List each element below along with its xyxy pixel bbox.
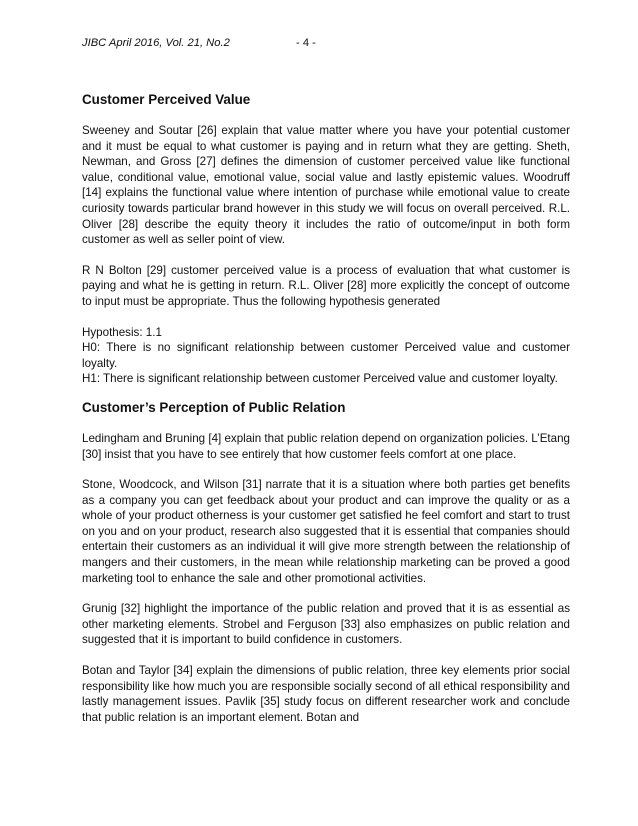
paragraph-public-relation-2: Stone, Woodcock, and Wilson [31] narrate that it is a situation where both parties get benefits as a company you can get feedback about your product and can improve the quality or as a whole of your product otherness is your customer get satisfied he feel comfort and start to trust on you and on your product, research also suggested that it is essential that companies should entertain their customers as an individual it will give more strength between the relationship of mangers and their customers, in the mean while relationship marketing can be proved a good marketing tool to enhance the sale and other promotional activities.	[82, 478, 570, 585]
page-number: - 4 -	[296, 37, 316, 49]
paragraph-perceived-value-2: R N Bolton [29] customer perceived value is a process of evaluation that what customer is paying and what he is getting in return. R.L. Oliver [28] more explicitly the concept of outcome to input must be appropriate. Thus the following hypothesis generated	[82, 263, 570, 308]
hypothesis-h1: H1: There is significant relationship between customer Perceived value and customer loyalty.	[82, 372, 558, 386]
paragraph-public-relation-3: Grunig [32] highlight the importance of the public relation and proved that it is as essential as other marketing elements. Strobel and Ferguson [33] also emphasizes on public relation and suggested that it is important to build confidence in customers.	[82, 602, 570, 647]
paragraph-perceived-value-1: Sweeney and Soutar [26] explain that value matter where you have your potential customer and it must be equal to what customer is paying and in return what they are getting. Sheth, Newman, and Gross [27] defines the dimension of customer perceived value like functional value, conditional value, emotional value, social value and lastly epistemic values. Woodruff [14] explains the functional value where intention of purchase while emotional value to create curiosity towards particular brand however in this study we will focus on overall perceived. R.L. Oliver [28] describe the equity theory it includes the ratio of outcome/input in both form customer as well as seller point of view.	[82, 124, 570, 247]
hypothesis-h0: H0: There is no significant relationship between customer Perceived value and customer loyalty.	[82, 341, 570, 370]
paragraph-public-relation-4: Botan and Taylor [34] explain the dimensions of public relation, three key elements prior social responsibility like how much you are responsible socially second of all ethical responsibility and lastly management issues. Pavlik [35] study focus on different researcher work and conclude that public relation is an important element. Botan and	[82, 664, 570, 724]
running-header	[82, 36, 570, 50]
paragraph-public-relation-1: Ledingham and Bruning [4] explain that public relation depend on organization policies. L’Etang [30] insist that you have to see entirely that how customer feels comfort at one place.	[82, 431, 570, 461]
journal-citation: JIBC April 2016, Vol. 21, No.2	[82, 37, 230, 49]
section-heading-perceived-value: Customer Perceived Value	[82, 92, 251, 107]
section-heading-public-relation: Customer’s Perception of Public Relation	[82, 399, 346, 415]
hypothesis-label: Hypothesis: 1.1	[82, 325, 162, 339]
